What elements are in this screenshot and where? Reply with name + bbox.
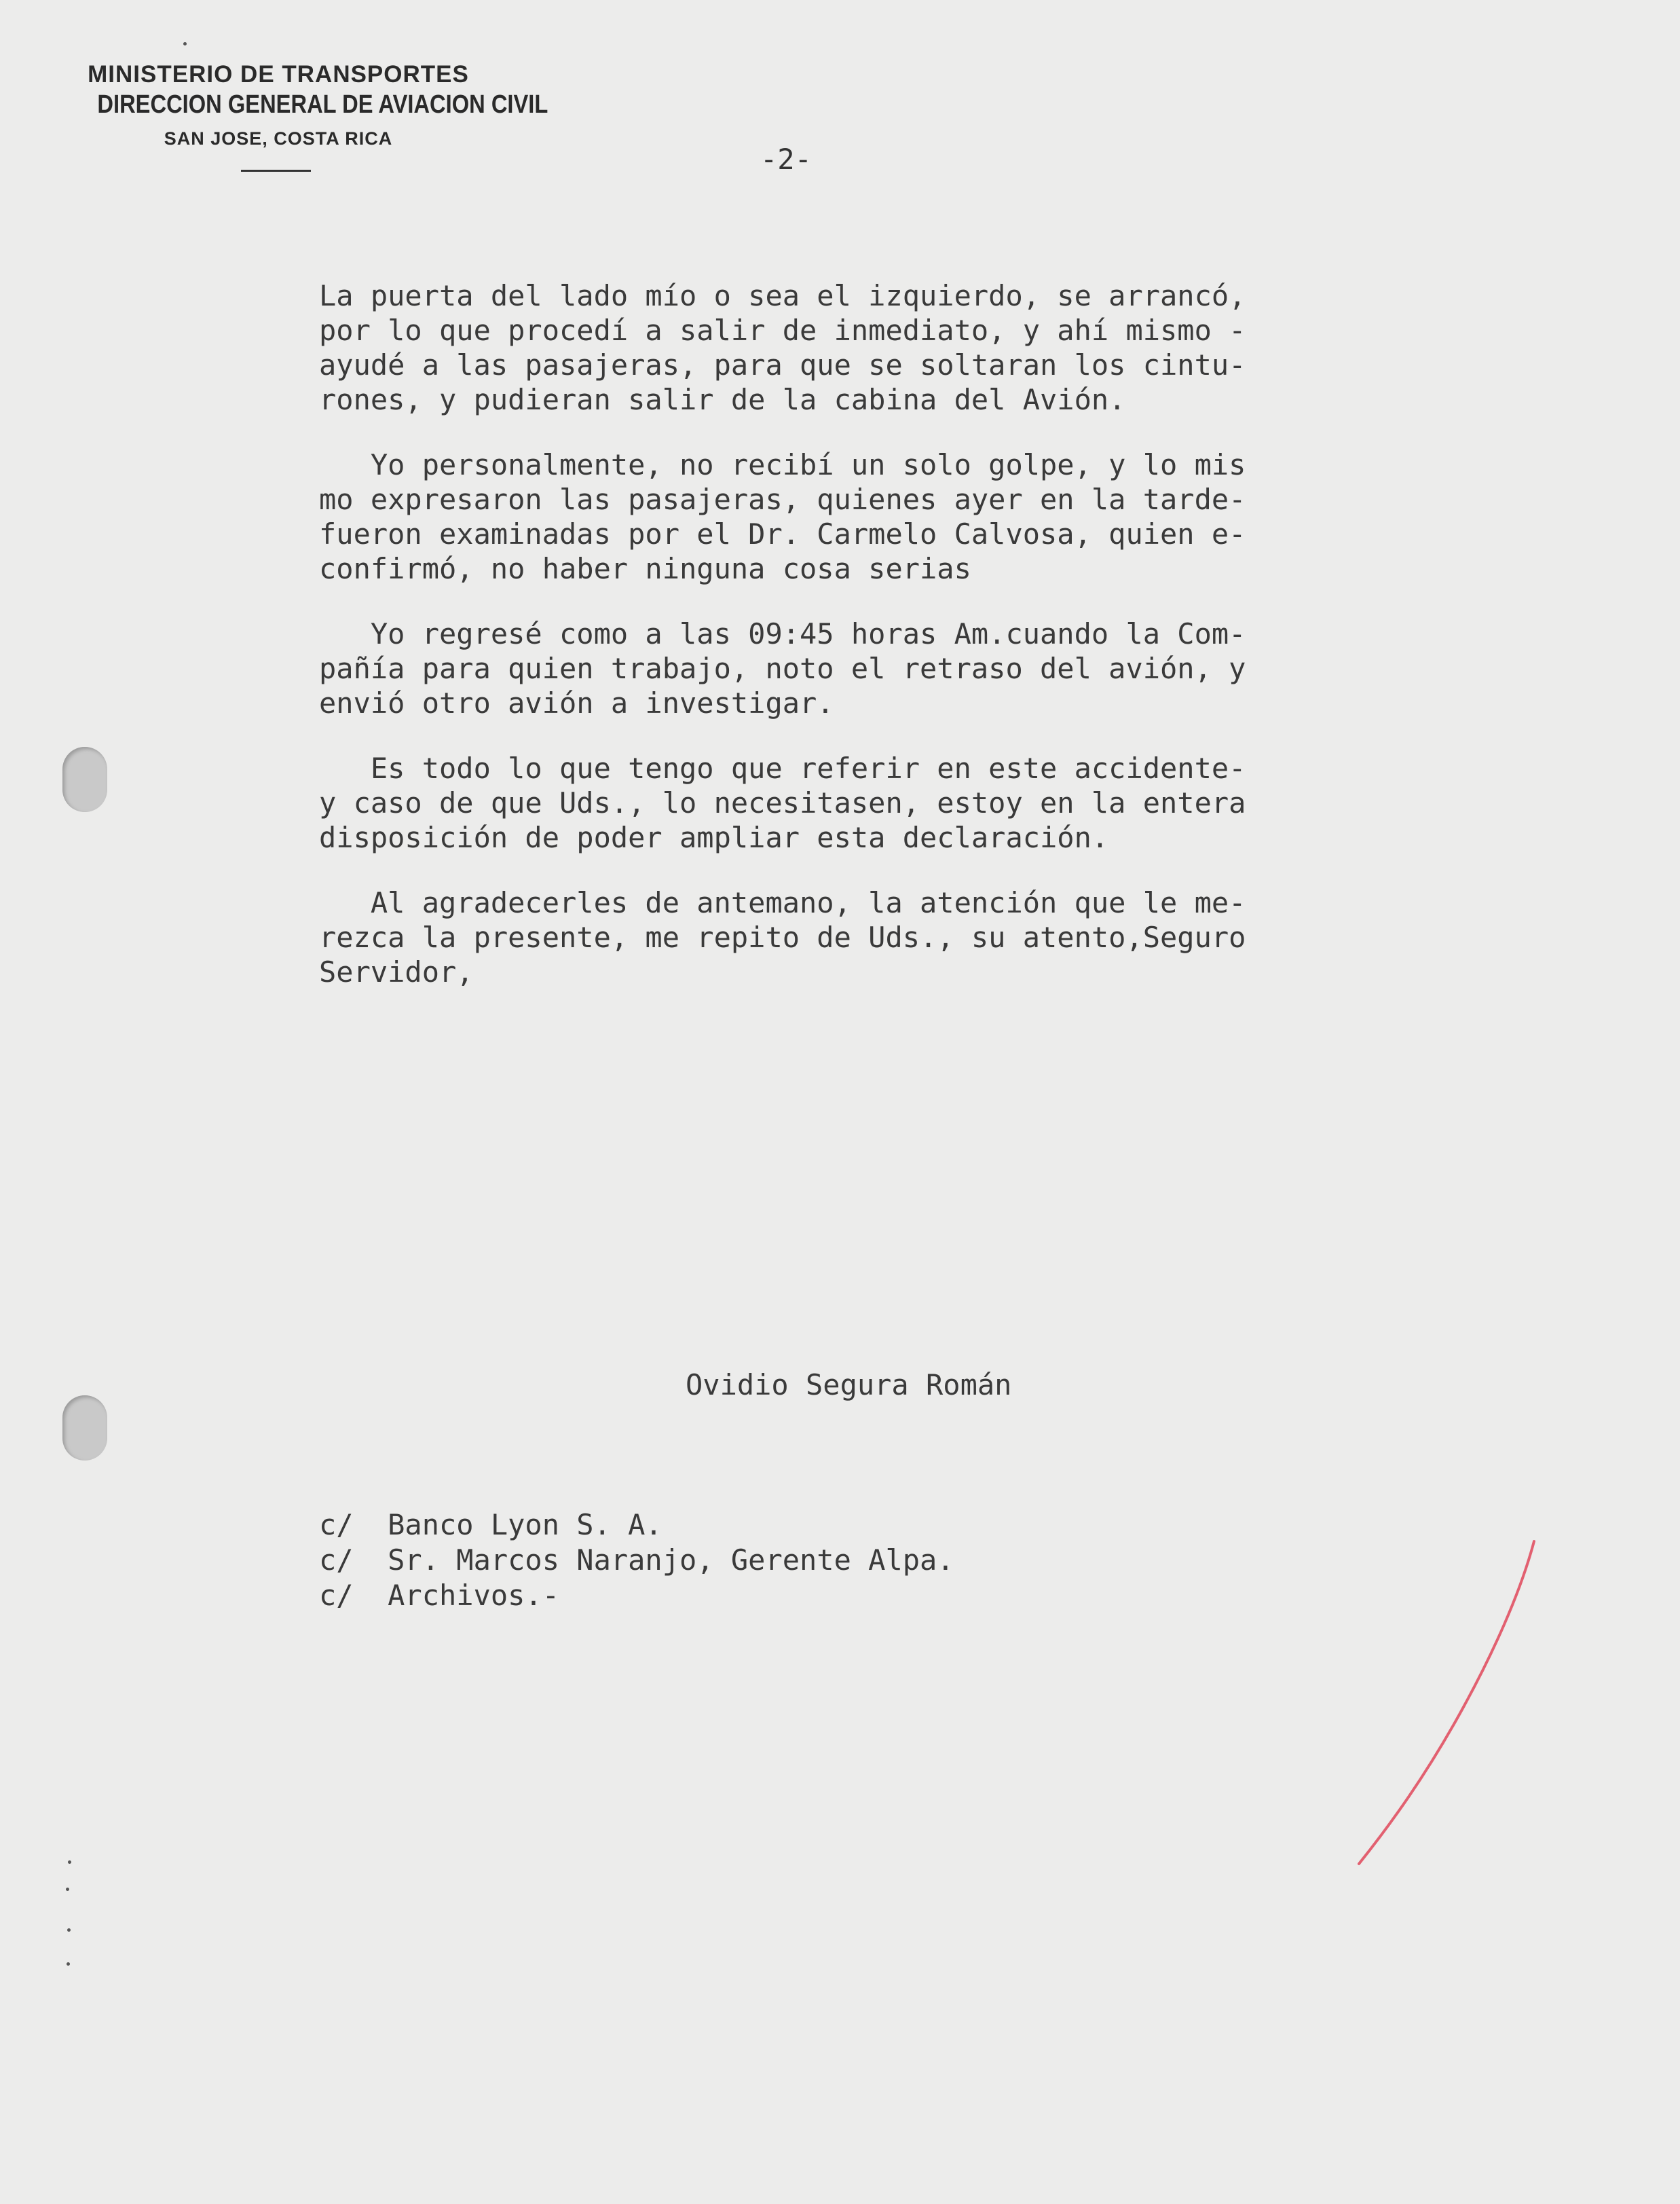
carbon-copy-list bbox=[319, 1507, 954, 1613]
text-line: La puerta del lado mío o sea el izquierdo, se arrancó, bbox=[319, 279, 1246, 312]
red-pencil-mark bbox=[1351, 1538, 1541, 1871]
cc-item: c/ Archivos.- bbox=[319, 1579, 560, 1612]
paragraph bbox=[319, 278, 1419, 417]
paper-speck bbox=[66, 1888, 69, 1891]
punch-hole-upper bbox=[62, 747, 107, 812]
letterhead-rule bbox=[241, 170, 311, 172]
text-line: mo expresaron las pasajeras, quienes ayer en la tarde- bbox=[319, 483, 1246, 516]
paper-speck bbox=[67, 1962, 70, 1966]
paper-speck bbox=[183, 42, 187, 45]
paper-speck bbox=[68, 1860, 71, 1864]
letterhead bbox=[68, 60, 548, 152]
paragraph bbox=[319, 885, 1419, 989]
text-line: pañía para quien trabajo, noto el retraso del avión, y bbox=[319, 652, 1246, 685]
text-line: rezca la presente, me repito de Uds., su atento,Seguro bbox=[319, 921, 1246, 954]
text-line: confirmó, no haber ninguna cosa serias bbox=[319, 552, 971, 585]
text-line: Es todo lo que tengo que referir en este accidente- bbox=[319, 752, 1246, 785]
paragraph bbox=[319, 617, 1419, 720]
text-line: por lo que procedí a salir de inmediato, y ahí mismo - bbox=[319, 314, 1246, 347]
letterhead-location: SAN JOSE, COSTA RICA bbox=[164, 128, 393, 149]
letterhead-directorate: DIRECCION GENERAL DE AVIACION CIVIL bbox=[97, 90, 548, 119]
paragraph bbox=[319, 447, 1419, 586]
page-number: -2- bbox=[760, 143, 812, 176]
cc-item: c/ Banco Lyon S. A. bbox=[319, 1508, 662, 1541]
text-line: Al agradecerles de antemano, la atención que le me- bbox=[319, 886, 1246, 919]
letterhead-ministry: MINISTERIO DE TRANSPORTES bbox=[88, 61, 469, 88]
text-line: Yo regresé como a las 09:45 horas Am.cuando la Com- bbox=[319, 617, 1246, 650]
text-line: Servidor, bbox=[319, 955, 474, 989]
letter-body bbox=[319, 278, 1419, 1020]
text-line: Yo personalmente, no recibí un solo golpe, y lo mis bbox=[319, 448, 1246, 481]
text-line: y caso de que Uds., lo necesitasen, estoy en la entera bbox=[319, 786, 1246, 820]
punch-hole-lower bbox=[62, 1395, 107, 1461]
cc-item: c/ Sr. Marcos Naranjo, Gerente Alpa. bbox=[319, 1543, 954, 1577]
paper-speck bbox=[67, 1928, 71, 1932]
text-line: fueron examinadas por el Dr. Carmelo Calvosa, quien e- bbox=[319, 517, 1246, 551]
paragraph bbox=[319, 751, 1419, 855]
text-line: disposición de poder ampliar esta declaración. bbox=[319, 821, 1109, 854]
text-line: ayudé a las pasajeras, para que se soltaran los cintu- bbox=[319, 348, 1246, 382]
text-line: envió otro avión a investigar. bbox=[319, 686, 834, 720]
text-line: rones, y pudieran salir de la cabina del Avión. bbox=[319, 383, 1126, 416]
signature-name: Ovidio Segura Román bbox=[686, 1368, 1012, 1401]
